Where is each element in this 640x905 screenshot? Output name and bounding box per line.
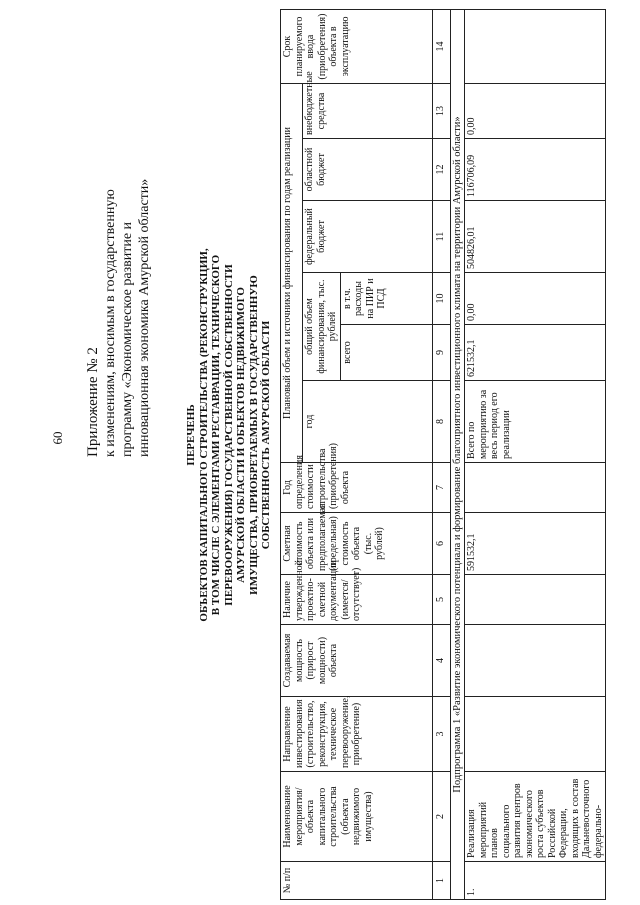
header-num: № п/п	[281, 862, 433, 900]
heading-line: ПЕРЕВООРУЖЕНИЯ) ГОСУДАРСТВЕННОЙ СОБСТВЕННОСТИ	[222, 264, 235, 606]
column-number: 11	[432, 201, 450, 273]
appendix-title: Приложение № 2	[85, 347, 101, 457]
header-total-financing: общий объем финансирования, тыс. рублей	[303, 273, 341, 381]
row-year: Всего по мероприятию за весь период его реализации	[465, 381, 606, 463]
header-design-docs: Наличие утвержденной проектно-сметной документации (имеется/отсутствует)	[281, 575, 433, 625]
row-federal: 504826,01	[465, 201, 606, 273]
header-financing: Плановый объем и источники финансирования по годам реализации	[281, 84, 303, 463]
heading-line: ОБЪЕКТОВ КАПИТАЛЬНОГО СТРОИТЕЛЬСТВА (РЕКОНСТРУКЦИИ,	[197, 248, 210, 622]
column-number: 1	[432, 862, 450, 900]
column-number: 13	[432, 84, 450, 139]
row-incl-pir: 0,00	[465, 273, 606, 325]
row-year-cost	[465, 463, 606, 513]
column-number: 14	[432, 10, 450, 84]
column-number: 12	[432, 139, 450, 201]
row-name: Реализация мероприятий планов социального развития центров экономического роста субъектов Российской Федерации, входящих в состав Дальневосточного федерально-	[465, 772, 606, 862]
appendix-line: программу «Экономическое развитие и	[120, 221, 135, 457]
row-estimated-cost: 591532,1	[465, 513, 606, 575]
column-number: 4	[432, 625, 450, 697]
header-year: год	[303, 381, 433, 463]
column-number: 10	[432, 273, 450, 325]
header-commission: Срок планируемого ввода (приобретения) объекта в эксплуатацию	[281, 10, 433, 84]
page-number: 60	[50, 431, 65, 445]
row-direction	[465, 697, 606, 772]
header-estimated-cost: Сметная стоимость объекта или предполагаемая (предельная) стоимость объекта (тыс. рублей)	[281, 513, 433, 575]
row-total: 621532,1	[465, 325, 606, 381]
header-regional: областной бюджет	[303, 139, 433, 201]
heading-line: АМУРСКОЙ ОБЛАСТИ И ОБЪЕКТОВ НЕДВИЖИМОГО	[235, 287, 247, 583]
document-heading	[185, 200, 273, 670]
header-capacity: Создаваемая мощность (прирост мощности) объекта	[281, 625, 433, 697]
column-number: 6	[432, 513, 450, 575]
header-name: Наименование мероприятия/объекта капитального строительства (объекта недвижимого имущества)	[281, 772, 433, 862]
column-number: 5	[432, 575, 450, 625]
header-extra: внебюджетные средства	[303, 84, 433, 139]
header-federal: федеральный бюджет	[303, 201, 433, 273]
objects-table	[280, 9, 606, 900]
table-row	[465, 10, 606, 900]
column-number: 7	[432, 463, 450, 513]
heading-line: ИМУЩЕСТВА, ПРИОБРЕТАЕМЫХ В ГОСУДАРСТВЕННУЮ	[247, 275, 260, 595]
row-commission	[465, 10, 606, 84]
row-design-docs	[465, 575, 606, 625]
header-incl-pir: в т.ч. расходы на ПИР и ПСД	[340, 273, 432, 325]
heading-line: ПЕРЕЧЕНЬ	[185, 404, 197, 466]
heading-line: В ТОМ ЧИСЛЕ С ЭЛЕМЕНТАМИ РЕСТАВРАЦИИ, ТЕХНИЧЕСКОГО	[210, 254, 222, 616]
appendix-line: к изменениям, вносимым в государственную	[103, 189, 118, 457]
row-extra: 0,00	[465, 84, 606, 139]
column-number: 3	[432, 697, 450, 772]
row-num: 1.	[465, 862, 606, 900]
column-number: 8	[432, 381, 450, 463]
header-direction: Направление инвестирования (строительство, реконструкция, техническое перевооружение, приобретение)	[281, 697, 433, 772]
row-capacity	[465, 625, 606, 697]
appendix-block	[85, 37, 153, 457]
heading-line: СОБСТВЕННОСТЬ АМУРСКОЙ ОБЛАСТИ	[260, 320, 272, 550]
header-total: всего	[340, 325, 432, 381]
row-regional: 116706,09	[465, 139, 606, 201]
subprogram-title: Подпрограмма 1 «Развитие экономического потенциала и формирование благоприятного инвестиционного климата на территории Амурской области»	[450, 10, 465, 900]
column-number: 2	[432, 772, 450, 862]
header-year-cost: Год определения стоимости строительства (приобретения) объекта	[281, 463, 433, 513]
appendix-line: инновационная экономика Амурской области»	[137, 178, 152, 457]
column-number: 9	[432, 325, 450, 381]
